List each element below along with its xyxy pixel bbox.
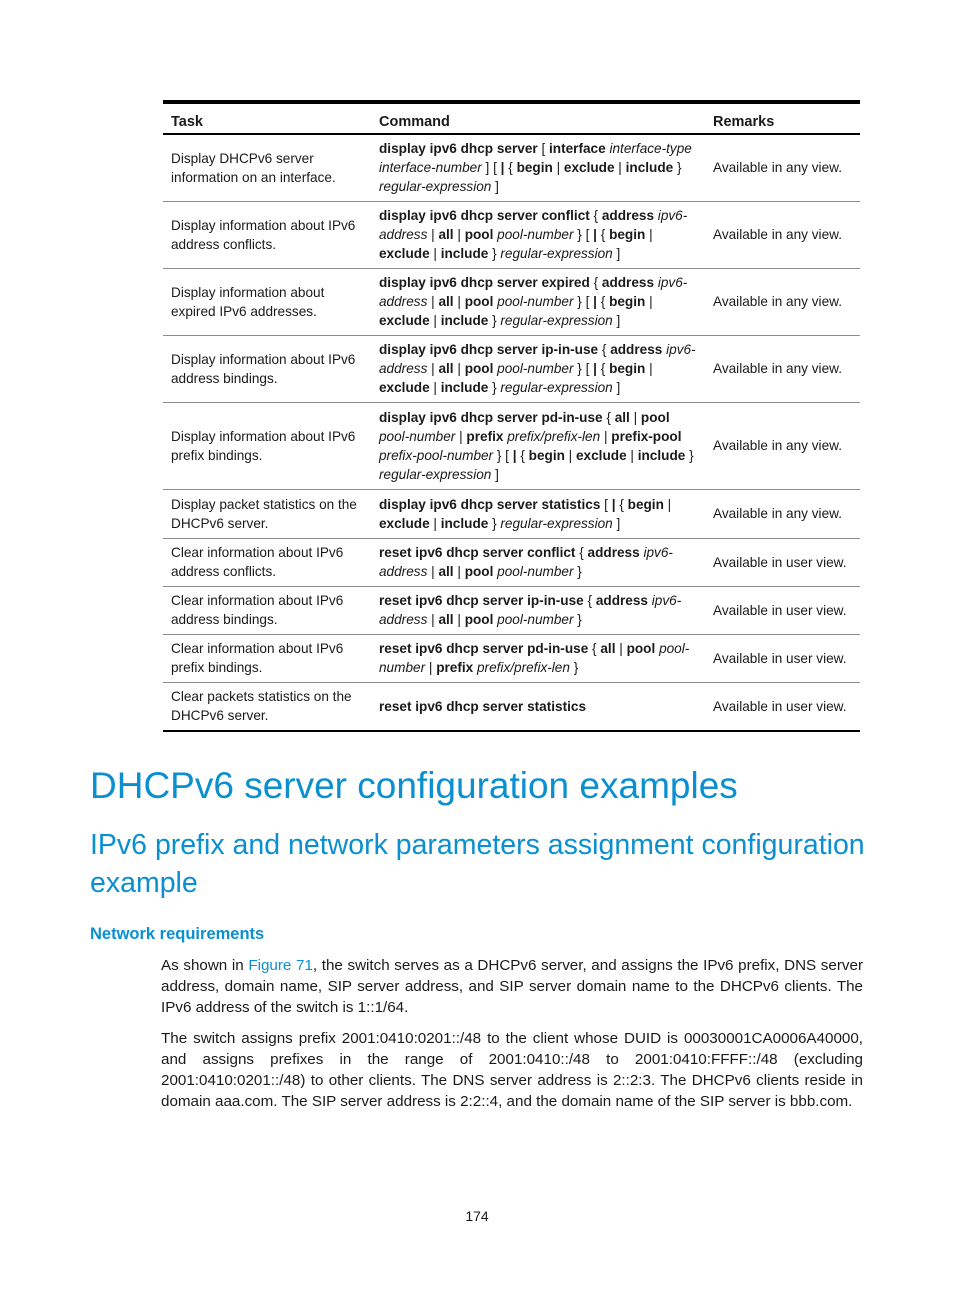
figure-link[interactable]: Figure 71: [248, 957, 313, 974]
topic-heading: Network requirements: [90, 925, 265, 943]
command-keyword: prefix-pool: [611, 428, 682, 444]
command-syntax: {: [596, 294, 610, 309]
command-syntax: |: [614, 160, 626, 176]
remarks-cell: Available in user view.: [705, 634, 860, 682]
command-keyword: begin: [627, 496, 664, 512]
command-syntax: ]: [612, 515, 621, 531]
table-row: [163, 201, 860, 268]
command-keyword: |: [611, 496, 616, 512]
task-cell: Clear information about IPv6 address conflicts.: [163, 538, 371, 586]
command-argument: prefix/prefix-len: [477, 660, 570, 675]
command-syntax: |: [427, 294, 439, 309]
command-keyword: pool: [626, 641, 656, 656]
command-syntax: {: [589, 275, 602, 290]
command-keyword: exclude: [379, 246, 430, 261]
command-table: [163, 100, 860, 732]
command-syntax: {: [615, 496, 628, 512]
task-cell: Display information about expired IPv6 addresses.: [163, 268, 371, 335]
command-keyword: all: [614, 409, 630, 425]
command-syntax: |: [429, 313, 441, 328]
command-keyword: exclude: [379, 380, 430, 395]
command-syntax: {: [583, 593, 596, 608]
command-syntax: |: [645, 227, 653, 242]
command-keyword: display ipv6 dhcp server expired: [379, 275, 590, 290]
remarks-cell: Available in any view.: [705, 402, 860, 489]
command-syntax: }: [685, 447, 694, 463]
command-argument: regular-expression: [500, 313, 613, 328]
section-heading: DHCPv6 server configuration examples: [90, 765, 738, 806]
command-syntax: |: [552, 160, 564, 176]
command-cell: [371, 201, 705, 268]
task-cell: Display packet statistics on the DHCPv6 server.: [163, 489, 371, 538]
command-keyword: pool: [464, 564, 494, 579]
table-row: [163, 586, 860, 634]
command-keyword: pool: [640, 409, 670, 425]
command-syntax: |: [453, 564, 465, 579]
remarks-cell: Available in any view.: [705, 134, 860, 201]
command-keyword: reset ipv6 dhcp server statistics: [379, 698, 587, 714]
command-keyword: prefix: [436, 660, 474, 675]
header-task: Task: [163, 102, 371, 134]
paragraph-intro: [161, 955, 863, 1018]
command-keyword: reset ipv6 dhcp server conflict: [379, 545, 576, 560]
command-syntax: |: [455, 428, 467, 444]
command-syntax: ] [: [481, 160, 501, 176]
table-header: [163, 102, 860, 134]
command-keyword: pool: [464, 227, 494, 242]
task-cell: Clear information about IPv6 address bindings.: [163, 586, 371, 634]
command-keyword: display ipv6 dhcp server statistics: [379, 496, 601, 512]
command-syntax: ]: [612, 246, 621, 261]
table-row: [163, 402, 860, 489]
command-syntax: |: [427, 564, 439, 579]
command-keyword: address: [601, 208, 655, 223]
command-argument: pool-number: [497, 294, 574, 309]
command-syntax: }: [488, 380, 501, 395]
table-row: [163, 268, 860, 335]
command-keyword: all: [600, 641, 616, 656]
command-syntax: |: [663, 496, 672, 512]
remarks-cell: Available in any view.: [705, 335, 860, 402]
remarks-cell: Available in any view.: [705, 489, 860, 538]
command-cell: [371, 489, 705, 538]
command-cell: [371, 682, 705, 731]
command-keyword: pool: [464, 294, 494, 309]
command-syntax: } [: [493, 447, 513, 463]
command-syntax: |: [429, 246, 441, 261]
command-cell: [371, 335, 705, 402]
command-syntax: }: [673, 160, 682, 176]
command-keyword: |: [593, 361, 597, 376]
command-keyword: all: [438, 612, 454, 627]
command-keyword: begin: [609, 227, 646, 242]
header-remarks: Remarks: [705, 102, 860, 134]
command-keyword: all: [438, 361, 454, 376]
command-syntax: |: [453, 612, 465, 627]
remarks-cell: Available in user view.: [705, 682, 860, 731]
command-syntax: ]: [612, 380, 621, 395]
task-cell: Display information about IPv6 address conflicts.: [163, 201, 371, 268]
command-syntax: {: [596, 361, 610, 376]
command-keyword: all: [438, 227, 454, 242]
table-row: [163, 489, 860, 538]
task-cell: Display information about IPv6 address bindings.: [163, 335, 371, 402]
header-command: Command: [371, 102, 705, 134]
table-row: [163, 682, 860, 731]
command-argument: ipv6-address: [379, 342, 696, 376]
command-keyword: all: [438, 564, 454, 579]
command-keyword: pool: [464, 612, 494, 627]
command-keyword: address: [610, 342, 663, 357]
command-argument: pool-number: [497, 612, 574, 627]
command-cell: [371, 538, 705, 586]
command-cell: [371, 634, 705, 682]
command-argument: regular-expression: [500, 380, 613, 395]
command-argument: prefix/prefix-len: [507, 428, 601, 444]
command-keyword: |: [593, 227, 597, 242]
command-syntax: |: [564, 447, 576, 463]
command-syntax: |: [629, 409, 641, 425]
subsection-heading: IPv6 prefix and network parameters assignment configuration example: [90, 829, 865, 899]
command-syntax: |: [427, 612, 439, 627]
command-keyword: exclude: [379, 313, 430, 328]
remarks-cell: Available in any view.: [705, 268, 860, 335]
command-syntax: |: [645, 294, 653, 309]
command-syntax: |: [427, 227, 439, 242]
task-cell: Clear information about IPv6 prefix bindings.: [163, 634, 371, 682]
command-syntax: |: [645, 361, 653, 376]
command-argument: ipv6-address: [379, 275, 688, 309]
command-keyword: reset ipv6 dhcp server pd-in-use: [379, 641, 589, 656]
command-syntax: ]: [491, 179, 499, 195]
command-keyword: all: [438, 294, 454, 309]
paragraph-details: The switch assigns prefix 2001:0410:0201::/48 to the client whose DUID is 00030001CA0006A40000, and assigns prefixes in the range of 2001:0410::/48 to 2001:0410:FFFF::/48 (excluding 2001:0410:0201::/48) to other clients. The DNS server address is 2::2:3. The DHCPv6 clients reside in domain aaa.com. The SIP server address is 2:2::4, and the domain name of the SIP server is bbb.com.: [161, 1030, 863, 1110]
command-keyword: exclude: [563, 160, 615, 176]
command-keyword: address: [601, 275, 655, 290]
command-syntax: [: [537, 141, 550, 157]
command-syntax: |: [453, 227, 465, 242]
command-syntax: |: [429, 380, 441, 395]
command-syntax: |: [615, 641, 627, 656]
command-keyword: include: [440, 246, 489, 261]
command-argument: regular-expression: [379, 466, 492, 482]
command-keyword: interface: [549, 141, 606, 157]
command-syntax: |: [425, 660, 437, 675]
remarks-cell: Available in any view.: [705, 201, 860, 268]
table-row: [163, 634, 860, 682]
command-syntax: {: [598, 342, 611, 357]
command-argument: ipv6-address: [379, 545, 673, 579]
command-keyword: |: [593, 294, 597, 309]
command-argument: pool-number: [379, 428, 456, 444]
command-syntax: |: [626, 447, 638, 463]
command-syntax: {: [596, 227, 610, 242]
command-keyword: begin: [528, 447, 565, 463]
command-cell: [371, 134, 705, 201]
command-syntax: |: [453, 361, 465, 376]
command-keyword: include: [625, 160, 674, 176]
command-argument: ipv6-address: [379, 208, 688, 242]
command-keyword: prefix: [466, 428, 504, 444]
command-syntax: }: [488, 246, 501, 261]
remarks-cell: Available in user view.: [705, 586, 860, 634]
command-keyword: include: [440, 313, 489, 328]
command-syntax: {: [602, 409, 615, 425]
command-keyword: address: [587, 545, 640, 560]
command-syntax: {: [588, 641, 601, 656]
command-keyword: include: [637, 447, 686, 463]
command-syntax: }: [573, 564, 582, 579]
command-argument: interface-type interface-number: [379, 141, 692, 176]
command-argument: regular-expression: [500, 515, 613, 531]
command-syntax: {: [575, 545, 588, 560]
task-cell: Clear packets statistics on the DHCPv6 server.: [163, 682, 371, 731]
command-syntax: |: [429, 515, 441, 531]
command-syntax: {: [589, 208, 602, 223]
command-keyword: exclude: [576, 447, 627, 463]
command-keyword: reset ipv6 dhcp server ip-in-use: [379, 593, 584, 608]
command-keyword: include: [440, 380, 489, 395]
command-syntax: } [: [573, 227, 594, 242]
table-row: [163, 538, 860, 586]
command-keyword: begin: [609, 294, 646, 309]
command-syntax: {: [516, 447, 529, 463]
command-syntax: |: [453, 294, 465, 309]
command-argument: pool-number: [497, 361, 574, 376]
remarks-cell: Available in user view.: [705, 538, 860, 586]
table-row: [163, 335, 860, 402]
command-syntax: {: [504, 160, 517, 176]
paragraph-text: , the switch serves as a DHCPv6 server, and assigns the IPv6 prefix, DNS server address, domain name, SIP server address, and SIP server domain name to the DHCPv6 clients. The IPv6 address of the switch is 1::1/64.: [161, 957, 863, 1016]
command-keyword: |: [512, 447, 517, 463]
task-cell: Display DHCPv6 server information on an interface.: [163, 134, 371, 201]
command-argument: prefix-pool-number: [379, 447, 494, 463]
command-argument: pool-number: [497, 564, 574, 579]
command-keyword: display ipv6 dhcp server: [379, 141, 538, 157]
command-argument: regular-expression: [379, 179, 492, 195]
command-argument: ipv6-address: [379, 593, 682, 627]
command-keyword: |: [500, 160, 505, 176]
table-row: [163, 134, 860, 201]
command-cell: [371, 586, 705, 634]
command-syntax: }: [488, 515, 501, 531]
command-syntax: ]: [491, 466, 499, 482]
command-keyword: address: [595, 593, 648, 608]
command-syntax: } [: [573, 294, 594, 309]
command-keyword: display ipv6 dhcp server ip-in-use: [379, 342, 599, 357]
command-cell: [371, 402, 705, 489]
page-number: 174: [465, 1208, 489, 1224]
command-keyword: include: [440, 515, 489, 531]
command-keyword: display ipv6 dhcp server conflict: [379, 208, 590, 223]
command-keyword: pool: [464, 361, 494, 376]
command-cell: [371, 268, 705, 335]
command-syntax: }: [573, 612, 582, 627]
command-keyword: begin: [609, 361, 646, 376]
command-syntax: |: [427, 361, 439, 376]
command-keyword: begin: [516, 160, 553, 176]
paragraph-text: As shown in: [161, 957, 249, 974]
command-keyword: exclude: [379, 515, 430, 531]
command-argument: pool-number: [379, 641, 690, 675]
command-syntax: |: [600, 428, 612, 444]
command-syntax: ]: [612, 313, 621, 328]
command-keyword: display ipv6 dhcp server pd-in-use: [379, 409, 603, 425]
command-syntax: }: [569, 660, 579, 675]
command-syntax: }: [488, 313, 501, 328]
command-syntax: } [: [573, 361, 594, 376]
command-syntax: [: [600, 496, 612, 512]
command-argument: regular-expression: [500, 246, 613, 261]
table-body: [163, 134, 860, 731]
command-argument: pool-number: [497, 227, 574, 242]
task-cell: Display information about IPv6 prefix bindings.: [163, 402, 371, 489]
